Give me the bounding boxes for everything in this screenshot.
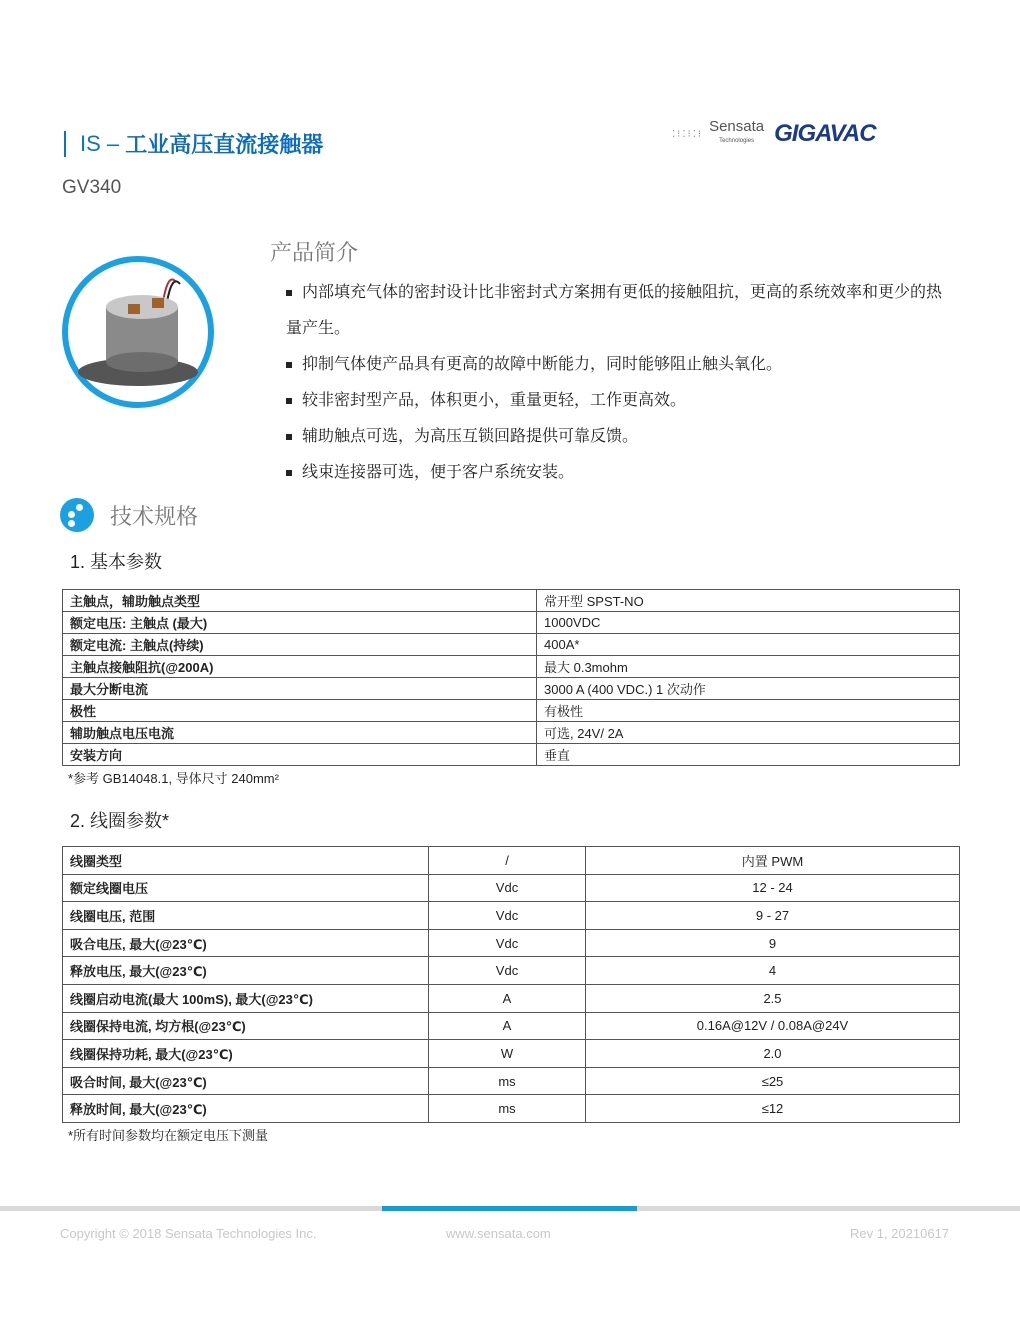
intro-bullets — [286, 274, 956, 490]
product-image — [62, 256, 214, 408]
table-cell: 内置 PWM — [586, 847, 960, 875]
footer-website[interactable]: www.sensata.com — [446, 1226, 551, 1241]
table-cell: ms — [429, 1095, 586, 1123]
model-number: GV340 — [62, 177, 122, 198]
table-cell: 线圈电压, 范围 — [63, 902, 429, 930]
table-row — [63, 678, 960, 700]
table-cell: Vdc — [429, 929, 586, 957]
table-cell: 吸合时间, 最大(@23℃) — [63, 1067, 429, 1095]
table-cell: 额定电压: 主触点 (最大) — [63, 612, 537, 634]
table-cell: 额定线圈电压 — [63, 874, 429, 902]
table-row — [63, 700, 960, 722]
table-cell: 线圈保持电流, 均方根(@23℃) — [63, 1012, 429, 1040]
table-row — [63, 1067, 960, 1095]
sensata-logo: Sensata Technologies — [709, 118, 765, 144]
table-row — [63, 902, 960, 930]
table-row — [63, 1040, 960, 1068]
table-row — [63, 847, 960, 875]
table-cell: 垂直 — [537, 744, 960, 766]
table-cell: 常开型 SPST-NO — [537, 590, 960, 612]
coil-params-title: 2. 线圈参数* — [70, 811, 170, 831]
table-cell: 0.16A@12V / 0.08A@24V — [586, 1012, 960, 1040]
table-cell: 4 — [586, 957, 960, 985]
table-cell: 9 — [586, 929, 960, 957]
table-row — [63, 722, 960, 744]
table-cell: ≤25 — [586, 1067, 960, 1095]
table-cell: 1000VDC — [537, 612, 960, 634]
table-cell: A — [429, 984, 586, 1012]
bullet-item: 线束连接器可选，便于客户系统安装。 — [286, 454, 956, 490]
table-cell: 极性 — [63, 700, 537, 722]
table-cell: 线圈类型 — [63, 847, 429, 875]
basic-params-table — [62, 589, 960, 766]
bullet-item: 内部填充气体的密封设计比非密封式方案拥有更低的接触阻抗，更高的系统效率和更少的热量产生。 — [286, 282, 943, 337]
specs-dots-icon — [60, 498, 94, 532]
bullet-item: 辅助触点可选，为高压互锁回路提供可靠反馈。 — [286, 418, 956, 454]
footer-copyright: Copyright © 2018 Sensata Technologies Inc. — [60, 1226, 317, 1241]
gigavac-logo: GIGAVAC — [774, 120, 876, 147]
table-cell: 线圈保持功耗, 最大(@23℃) — [63, 1040, 429, 1068]
table-cell: 最大 0.3mohm — [537, 656, 960, 678]
table-cell: 最大分断电流 — [63, 678, 537, 700]
specs-heading: 技术规格 — [60, 498, 198, 532]
coil-params-note: *所有时间参数均在额定电压下测量 — [68, 1128, 269, 1143]
table-cell: ≤12 — [586, 1095, 960, 1123]
bullet-item: 抑制气体使产品具有更高的故障中断能力，同时能够阻止触头氧化。 — [286, 346, 956, 382]
table-row — [63, 634, 960, 656]
table-row — [63, 612, 960, 634]
table-cell: 吸合电压, 最大(@23℃) — [63, 929, 429, 957]
bullet-item: 较非密封型产品，体积更小，重量更轻，工作更高效。 — [286, 382, 956, 418]
table-cell: 12 - 24 — [586, 874, 960, 902]
table-cell: 主触点，辅助触点类型 — [63, 590, 537, 612]
table-cell: W — [429, 1040, 586, 1068]
logos — [672, 120, 876, 148]
table-cell: A — [429, 1012, 586, 1040]
table-cell: ms — [429, 1067, 586, 1095]
table-cell: Vdc — [429, 874, 586, 902]
page-title — [64, 128, 323, 159]
table-cell: 2.0 — [586, 1040, 960, 1068]
intro-heading: 产品简介 — [270, 240, 359, 265]
table-cell: 有极性 — [537, 700, 960, 722]
sensata-dots-icon: ⁚⁝⁚⁝⁚⁝ — [672, 128, 704, 140]
table-cell: 释放时间, 最大(@23℃) — [63, 1095, 429, 1123]
coil-params-table — [62, 846, 960, 1123]
table-row — [63, 984, 960, 1012]
table-cell: 3000 A (400 VDC.) 1 次动作 — [537, 678, 960, 700]
footer-revision: Rev 1, 20210617 — [850, 1226, 950, 1241]
table-row — [63, 744, 960, 766]
table-cell: 可选, 24V/ 2A — [537, 722, 960, 744]
basic-params-title: 1. 基本参数 — [70, 552, 163, 572]
table-row — [63, 957, 960, 985]
table-cell: 释放电压, 最大(@23℃) — [63, 957, 429, 985]
table-cell: 线圈启动电流(最大 100mS), 最大(@23℃) — [63, 984, 429, 1012]
table-row — [63, 1012, 960, 1040]
table-row — [63, 874, 960, 902]
table-cell: Vdc — [429, 902, 586, 930]
table-cell: 辅助触点电压电流 — [63, 722, 537, 744]
table-cell: 400A* — [537, 634, 960, 656]
table-row — [63, 590, 960, 612]
title-bar — [64, 131, 66, 157]
table-cell: Vdc — [429, 957, 586, 985]
footer-divider — [0, 1206, 1020, 1211]
table-cell: 额定电流: 主触点(持续) — [63, 634, 537, 656]
table-row — [63, 656, 960, 678]
table-cell: 2.5 — [586, 984, 960, 1012]
table-cell: 主触点接触阻抗(@200A) — [63, 656, 537, 678]
table-row — [63, 929, 960, 957]
title-text: 工业高压直流接触器 — [125, 132, 324, 157]
title-prefix: IS – — [80, 130, 120, 156]
table-row — [63, 1095, 960, 1123]
basic-params-note: *参考 GB14048.1, 导体尺寸 240mm² — [68, 771, 279, 786]
table-cell: / — [429, 847, 586, 875]
table-cell: 安装方向 — [63, 744, 537, 766]
table-cell: 9 - 27 — [586, 902, 960, 930]
